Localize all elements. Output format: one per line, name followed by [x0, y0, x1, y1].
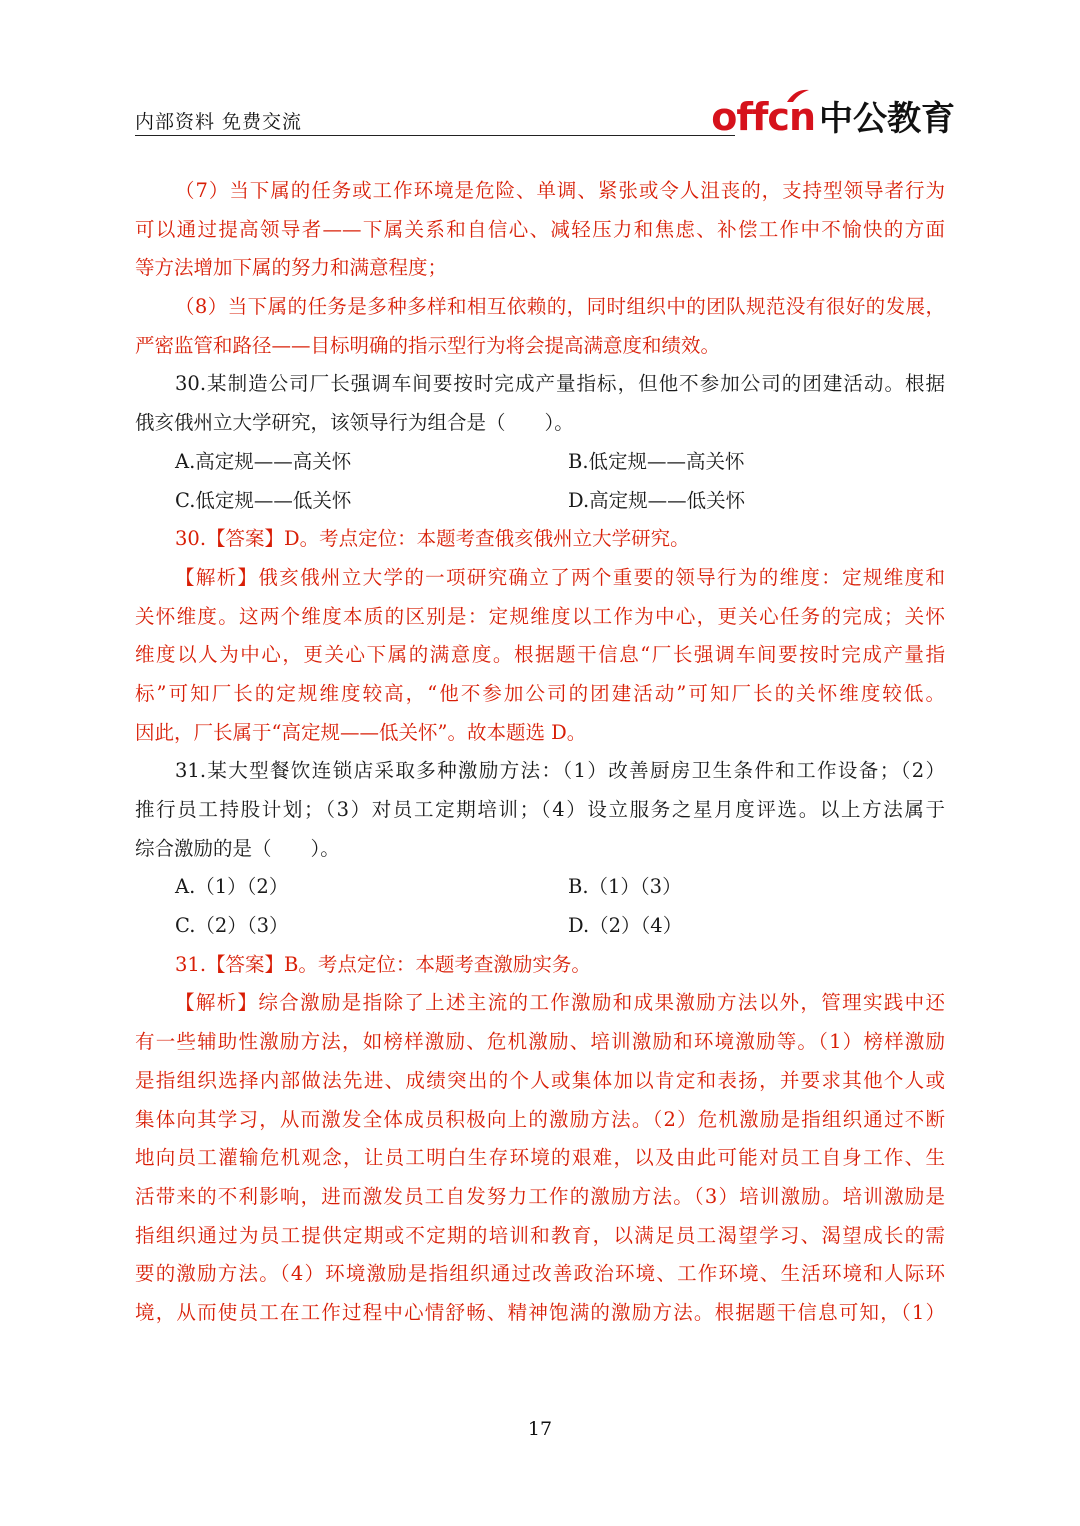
q31-option-b: B.（1）（3） — [568, 875, 682, 899]
logo-latin-word: offcn — [711, 95, 815, 139]
q30-stem-line-2: 俄亥俄州立大学研究，该领导行为组合是（ ）。 — [135, 411, 574, 435]
q31-stem-line-1: 31.某大型餐饮连锁店采取多种激励方法：（1）改善厨房卫生条件和工作设备；（2） — [175, 759, 945, 783]
q31-stem-line-2: 推行员工持股计划；（3）对员工定期培训；（4）设立服务之星月度评选。以上方法属于 — [135, 798, 945, 821]
p7-line-1: （7）当下属的任务或工作环境是危险、单调、紧张或令人沮丧的，支持型领导者行为 — [175, 179, 945, 202]
p8-line-1: （8）当下属的任务是多种多样和相互依赖的，同时组织中的团队规范没有很好的发展， — [175, 295, 945, 319]
offcn-logo — [711, 88, 955, 139]
q31-option-c: C.（2）（3） — [175, 914, 289, 938]
q31-analysis-line-9: 境，从而使员工在工作过程中心情舒畅、精神饱满的激励方法。根据题干信息可知，（1） — [135, 1300, 945, 1324]
logo-swoosh-icon — [785, 88, 811, 104]
q31-analysis-line-7: 指组织通过为员工提供定期或不定期的培训和教育，以满足员工渴望学习、渴望成长的需 — [135, 1223, 945, 1247]
q31-option-d: D.（2）（4） — [568, 914, 683, 938]
logo-cn-text: 中公教育 — [819, 99, 955, 139]
p8-line-2: 严密监管和路径——目标明确的指示型行为将会提高满意度和绩效。 — [135, 333, 721, 357]
header-rule — [135, 135, 735, 136]
p7-line-3: 等方法增加下属的努力和满意程度； — [135, 256, 448, 280]
q31-answer: 31.【答案】B。考点定位：本题考查激励实务。 — [175, 952, 591, 976]
q30-analysis-line-1: 【解析】俄亥俄州立大学的一项研究确立了两个重要的领导行为的维度：定规维度和 — [175, 565, 945, 589]
q30-options-row-1 — [135, 443, 945, 482]
q30-analysis-line-4: 标”可知厂长的定规维度较高，“他不参加公司的团建活动”可知厂长的关怀维度较低。 — [135, 681, 945, 705]
q30-option-a: A.高定规——高关怀 — [175, 449, 352, 473]
q30-option-b: B.低定规——高关怀 — [568, 449, 745, 473]
header-left-text: 内部资料 免费交流 — [135, 111, 303, 133]
q31-analysis-line-2: 有一些辅助性激励方法，如榜样激励、危机激励、培训激励和环境激励等。（1）榜样激励 — [135, 1030, 945, 1054]
q30-option-c: C.低定规——低关怀 — [175, 488, 352, 512]
page-number: 17 — [527, 1418, 553, 1440]
q30-analysis-line-5: 因此，厂长属于“高定规——低关怀”。故本题选 D。 — [135, 720, 587, 744]
q30-stem-line-1: 30.某制造公司厂长强调车间要按时完成产量指标，但他不参加公司的团建活动。根据 — [175, 372, 945, 396]
q30-answer: 30.【答案】D。考点定位：本题考查俄亥俄州立大学研究。 — [175, 527, 690, 551]
q31-analysis-line-6: 活带来的不利影响，进而激发员工自发努力工作的激励方法。（3）培训激励。培训激励是 — [135, 1184, 945, 1208]
q31-analysis-line-5: 地向员工灌输危机观念，让员工明白生存环境的艰难，以及由此可能对员工自身工作、生 — [135, 1146, 945, 1170]
document-body — [135, 172, 945, 1333]
q31-analysis-line-1: 【解析】综合激励是指除了上述主流的工作激励和成果激励方法以外，管理实践中还 — [175, 991, 945, 1015]
q31-analysis-line-4: 集体向其学习，从而激发全体成员积极向上的激励方法。（2）危机激励是指组织通过不断 — [135, 1107, 945, 1131]
q31-stem-line-3: 综合激励的是（ ）。 — [135, 836, 340, 860]
q31-option-a: A.（1）（2） — [175, 875, 289, 899]
page-header — [135, 88, 955, 139]
q30-options-row-2 — [135, 482, 945, 521]
q30-analysis-line-2: 关怀维度。这两个维度本质的区别是：定规维度以工作为中心，更关心任务的完成；关怀 — [135, 604, 945, 628]
q31-options-row-1 — [135, 868, 945, 907]
q31-options-row-2 — [135, 907, 945, 946]
q31-analysis-line-3: 是指组织选择内部做法先进、成绩突出的个人或集体加以肯定和表扬，并要求其他个人或 — [135, 1068, 945, 1092]
q31-analysis-line-8: 要的激励方法。（4）环境激励是指组织通过改善政治环境、工作环境、生活环境和人际环 — [135, 1262, 945, 1286]
q30-analysis-line-3: 维度以人为中心，更关心下属的满意度。根据题干信息“厂长强调车间要按时完成产量指 — [135, 643, 945, 667]
logo-latin-text — [711, 95, 815, 139]
q30-option-d: D.高定规——低关怀 — [568, 488, 746, 512]
p7-line-2: 可以通过提高领导者——下属关系和自信心、减轻压力和焦虑、补偿工作中不愉快的方面 — [135, 217, 945, 241]
